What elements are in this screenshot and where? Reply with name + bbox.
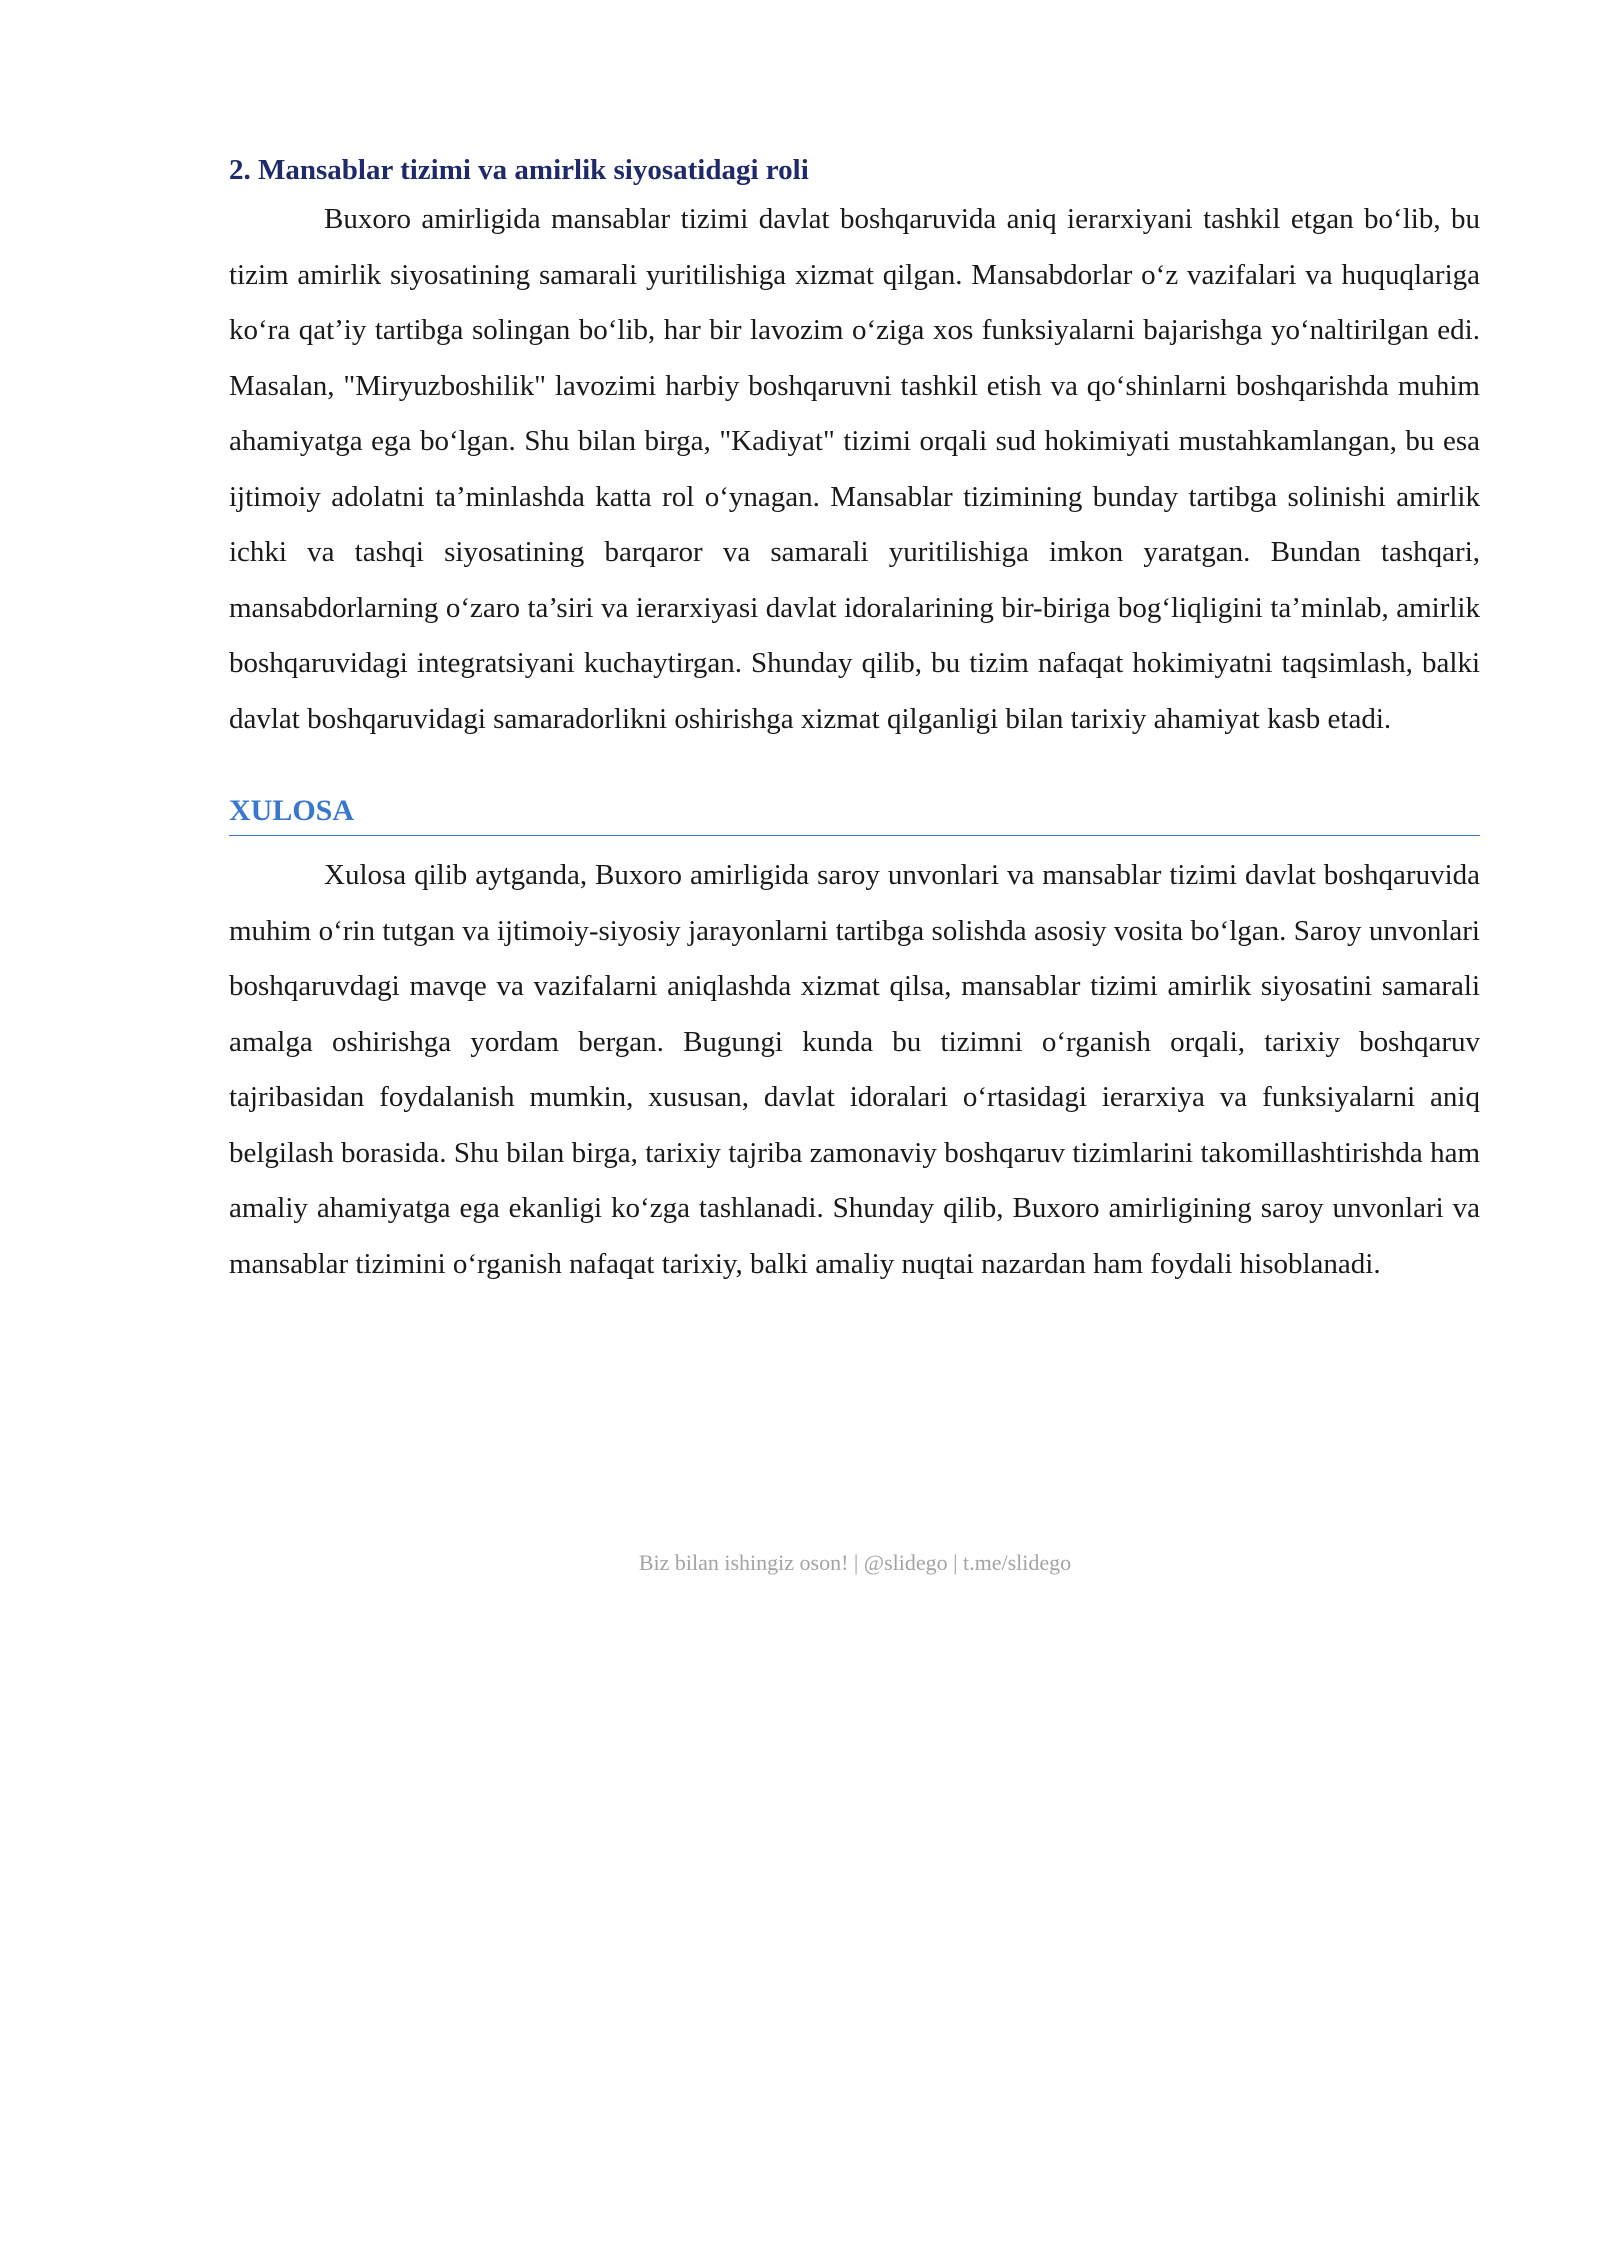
page-content bbox=[229, 148, 1480, 1292]
section-heading: 2. Mansablar tizimi va amirlik siyosatidagi roli bbox=[229, 154, 809, 186]
conclusion-paragraph: Xulosa qilib aytganda, Buxoro amirligida saroy unvonlari va mansablar tizimi davlat boshqaruvida muhim o‘rin tutgan va ijtimoiy-siyosiy jarayonlarni tartibga solishda asosiy vosita bo‘lgan. Saroy unvonlari boshqaruvdagi mavqe va vazifalarni aniqlashda xizmat qilsa, mansablar tizimi amirlik siyosatini samarali amalga oshirishga yordam bergan. Bugungi kunda bu tizimni o‘rganish orqali, tarixiy boshqaruv tajribasidan foydalanish mumkin, xususan, davlat idoralari o‘rtasidagi ierarxiya va funksiyalarni aniq belgilash borasida. Shu bilan birga, tarixiy tajriba zamonaviy boshqaruv tizimlarini takomillashtirishda ham amaliy ahamiyatga ega ekanligi ko‘zga tashlanadi. Shunday qilib, Buxoro amirligining saroy unvonlari va mansablar tizimini o‘rganish nafaqat tarixiy, balki amaliy nuqtai nazardan ham foydali hisoblanadi. bbox=[229, 859, 1480, 1280]
page-footer: Biz bilan ishingiz oson! | @slidego | t.me/slidego bbox=[638, 1550, 1072, 1575]
conclusion-heading: XULOSA bbox=[229, 791, 1480, 836]
section-paragraph: Buxoro amirligida mansablar tizimi davlat boshqaruvida aniq ierarxiyani tashkil etgan bo‘lib, bu tizim amirlik siyosatining samarali yuritilishiga xizmat qilgan. Mansabdorlar o‘z vazifalari va huquqlariga ko‘ra qat’iy tartibga solingan bo‘lib, har bir lavozim o‘ziga xos funksiyalarni bajarishga yo‘naltirilgan edi. Masalan, "Miryuzboshilik" lavozimi harbiy boshqaruvni tashkil etish va qo‘shinlarni boshqarishda muhim ahamiyatga ega bo‘lgan. Shu bilan birga, "Kadiyat" tizimi orqali sud hokimiyati mustahkamlangan, bu esa ijtimoiy adolatni ta’minlashda katta rol o‘ynagan. Mansablar tizimining bunday tartibga solinishi amirlik ichki va tashqi siyosatining barqaror va samarali yuritilishiga imkon yaratgan. Bundan tashqari, mansabdorlarning o‘zaro ta’siri va ierarxiyasi davlat idoralarining bir-biriga bog‘liqligini ta’minlab, amirlik boshqaruvidagi integratsiyani kuchaytirgan. Shunday qilib, bu tizim nafaqat hokimiyatni taqsimlash, balki davlat boshqaruvidagi samaradorlikni oshirishga xizmat qilganligi bilan tarixiy ahamiyat kasb etadi. bbox=[229, 203, 1480, 735]
